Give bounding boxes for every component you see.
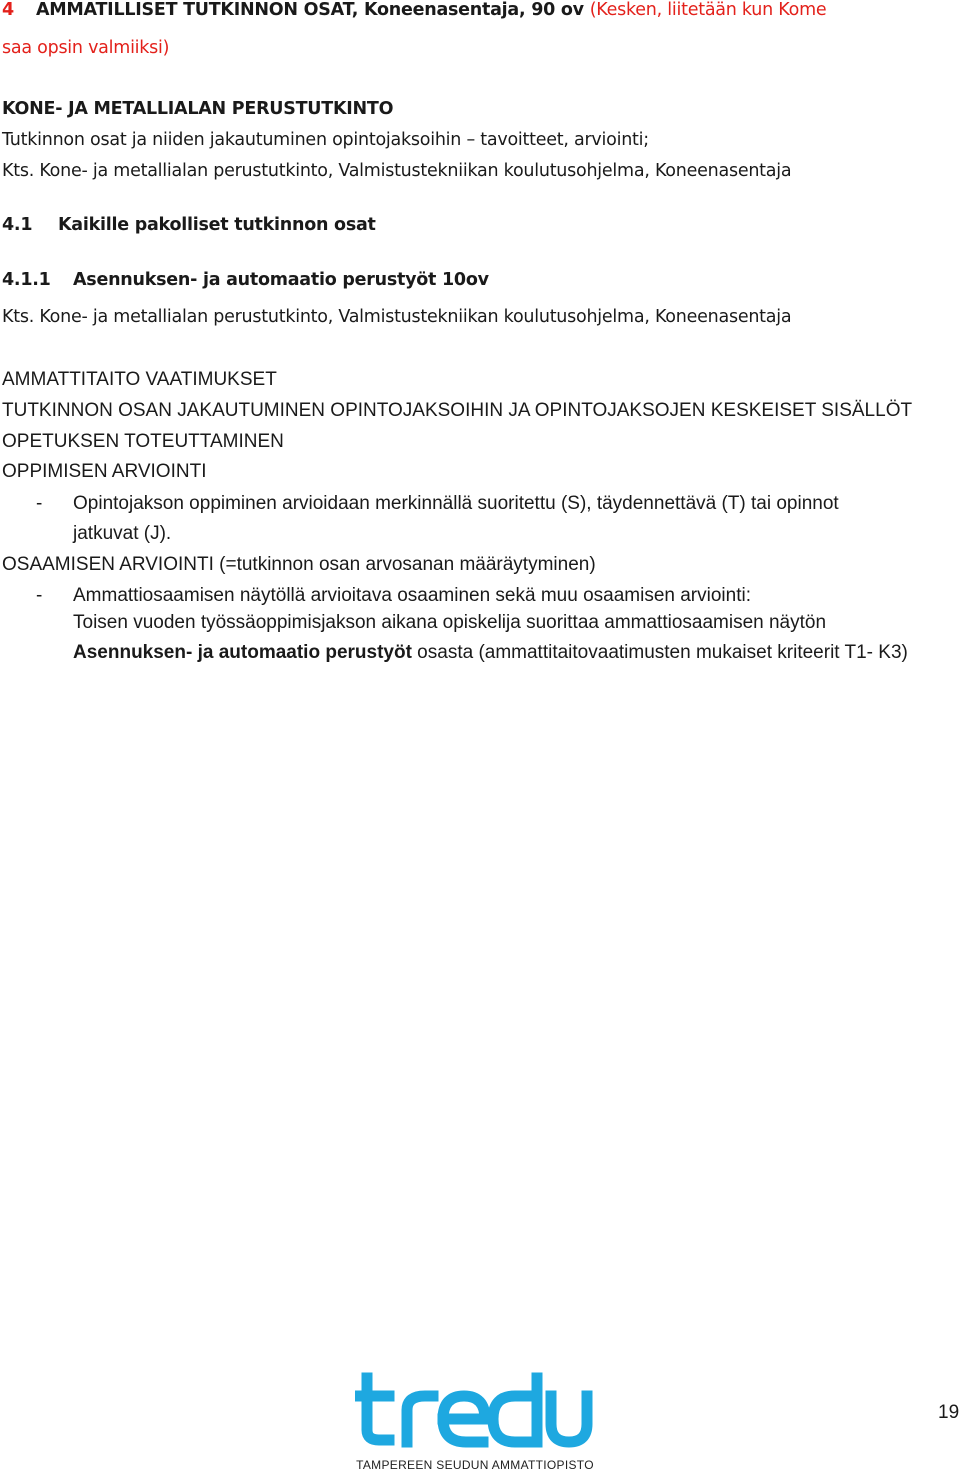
chapter-note-continued: saa opsin valmiiksi) [2, 38, 170, 58]
bullet-text-continued: jatkuvat (J). [73, 523, 172, 544]
bold-phrase: Asennuksen- ja automaatio perustyöt [73, 642, 412, 663]
section-title: Asennuksen- ja automaatio perustyöt 10ov [73, 270, 489, 290]
section-number: 4.1.1 [2, 270, 51, 290]
chapter-number: 4 [2, 0, 14, 20]
bullet-dash: - [36, 585, 43, 606]
chapter-heading [2, 2, 826, 20]
section-heading-4-1 [2, 217, 376, 235]
section-title: Kaikille pakolliset tutkinnon osat [58, 215, 376, 235]
logo-subtitle: TAMPEREEN SEUDUN AMMATTIOPISTO [356, 1458, 594, 1472]
section-heading-4-1-1 [2, 272, 489, 290]
heading-oppimisen: OPPIMISEN ARVIOINTI [2, 461, 207, 482]
bullet-text: Opintojakson oppiminen arvioidaan merkinnällä suoritettu (S), täydennettävä (T) tai opinnot [73, 493, 839, 514]
intro-reference: Kts. Kone- ja metallialan perustutkinto, Valmistustekniikan koulutusohjelma, Koneenasentaja [2, 161, 792, 181]
bullet-text-final [73, 643, 908, 662]
bullet-text-continued: Toisen vuoden työssäoppimisjakson aikana opiskelija suorittaa ammattiosaamisen näytön [73, 612, 827, 633]
bullet-dash: - [36, 493, 43, 514]
section-number: 4.1 [2, 215, 33, 235]
bullet-text-rest: osasta (ammattitaitovaatimusten mukaiset kriteerit T1- K3) [411, 642, 908, 663]
bullet-text: Ammattiosaamisen näytöllä arvioitava osaaminen sekä muu osaamisen arviointi: [73, 585, 751, 606]
intro-line: Tutkinnon osat ja niiden jakautuminen opintojaksoihin – tavoitteet, arviointi; [2, 130, 649, 150]
heading-jakautuminen: TUTKINNON OSAN JAKAUTUMINEN OPINTOJAKSOIHIN JA OPINTOJAKSOJEN KESKEISET SISÄLLÖT [2, 400, 913, 421]
page-number: 19 [938, 1402, 960, 1423]
heading-opetuksen: OPETUKSEN TOTEUTTAMINEN [2, 431, 284, 452]
chapter-note: (Kesken, liitetään kun Kome [589, 0, 827, 20]
reference-line: Kts. Kone- ja metallialan perustutkinto, Valmistustekniikan koulutusohjelma, Koneenasentaja [2, 307, 792, 327]
tredu-logo [355, 1372, 595, 1472]
degree-title: KONE- JA METALLIALAN PERUSTUTKINTO [2, 99, 394, 119]
heading-osaamisen: OSAAMISEN ARVIOINTI (=tutkinnon osan arvosanan määräytyminen) [2, 554, 596, 575]
chapter-title: AMMATILLISET TUTKINNON OSAT, Koneenasentaja, 90 ov [35, 0, 584, 20]
heading-ammattitaito: AMMATTITAITO VAATIMUKSET [2, 369, 277, 390]
